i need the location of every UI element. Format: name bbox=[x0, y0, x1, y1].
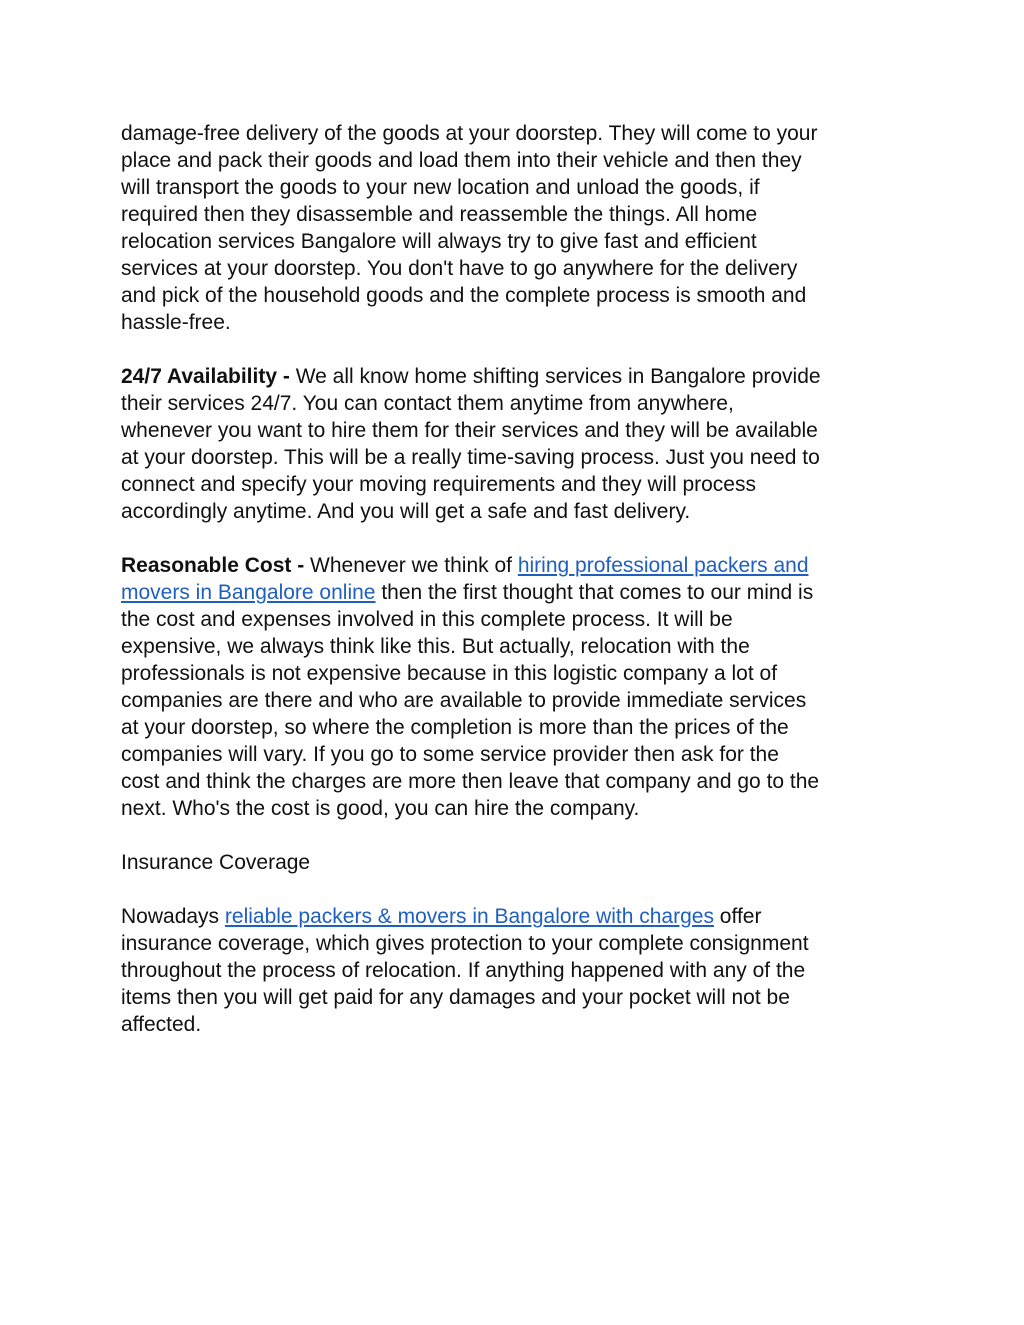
text-line: companies are there and who are available to provide immediate services bbox=[121, 689, 807, 712]
reliable-packers-link[interactable]: reliable packers & movers in Bangalore with charges bbox=[224, 905, 714, 928]
text-line: services at your doorstep. You don't have to go anywhere for the delivery bbox=[121, 257, 798, 280]
text-line: will transport the goods to your new location and unload the goods, if bbox=[121, 176, 760, 199]
text-line: their services 24/7. You can contact them anytime from anywhere, bbox=[121, 392, 734, 415]
text-line: professionals is not expensive because in this logistic company a lot of bbox=[121, 662, 778, 685]
text-line bbox=[121, 363, 911, 390]
text-line: throughout the process of relocation. If anything happened with any of the bbox=[121, 959, 806, 982]
text-line: insurance coverage, which gives protection to your complete consignment bbox=[121, 932, 809, 955]
document-page bbox=[121, 120, 911, 1065]
text-span: Whenever we think of bbox=[304, 554, 518, 577]
paragraph-reasonable-cost bbox=[121, 552, 911, 822]
text-line: next. Who's the cost is good, you can hire the company. bbox=[121, 797, 640, 820]
insurance-coverage-heading: Insurance Coverage bbox=[121, 851, 311, 874]
reasonable-cost-heading: Reasonable Cost - bbox=[121, 554, 305, 577]
text-line: hassle-free. bbox=[121, 311, 231, 334]
text-span: We all know home shifting services in Bangalore provide bbox=[289, 365, 821, 388]
text-line: affected. bbox=[121, 1013, 202, 1036]
paragraph-insurance-heading bbox=[121, 849, 911, 876]
text-line: accordingly anytime. And you will get a safe and fast delivery. bbox=[121, 500, 691, 523]
text-line: required then they disassemble and reassemble the things. All home bbox=[121, 203, 758, 226]
text-line bbox=[121, 552, 911, 579]
text-line: cost and think the charges are more then leave that company and go to the bbox=[121, 770, 820, 793]
text-line bbox=[121, 579, 911, 606]
text-line: the cost and expenses involved in this complete process. It will be bbox=[121, 608, 733, 631]
text-line: connect and specify your moving requirements and they will process bbox=[121, 473, 756, 496]
text-line: and pick of the household goods and the complete process is smooth and bbox=[121, 284, 807, 307]
hiring-packers-link-continued[interactable]: movers in Bangalore online bbox=[121, 581, 376, 604]
text-span: offer bbox=[713, 905, 762, 928]
text-line: companies will vary. If you go to some service provider then ask for the bbox=[121, 743, 779, 766]
text-line: damage-free delivery of the goods at your doorstep. They will come to your bbox=[121, 122, 818, 145]
text-span: then the first thought that comes to our mind is bbox=[375, 581, 814, 604]
text-line: whenever you want to hire them for their services and they will be available bbox=[121, 419, 818, 442]
text-line: place and pack their goods and load them into their vehicle and then they bbox=[121, 149, 802, 172]
hiring-packers-link[interactable]: hiring professional packers and bbox=[517, 554, 809, 577]
paragraph-insurance bbox=[121, 903, 911, 1038]
text-line: relocation services Bangalore will always try to give fast and efficient bbox=[121, 230, 757, 253]
text-line: at your doorstep. This will be a really time-saving process. Just you need to bbox=[121, 446, 820, 469]
text-line: items then you will get paid for any damages and your pocket will not be bbox=[121, 986, 790, 1009]
paragraph-delivery bbox=[121, 120, 911, 336]
text-line bbox=[121, 903, 911, 930]
text-span: Nowadays bbox=[121, 905, 225, 928]
text-line: at your doorstep, so where the completion is more than the prices of the bbox=[121, 716, 789, 739]
availability-heading: 24/7 Availability - bbox=[121, 365, 290, 388]
paragraph-availability bbox=[121, 363, 911, 525]
text-line: expensive, we always think like this. But actually, relocation with the bbox=[121, 635, 750, 658]
